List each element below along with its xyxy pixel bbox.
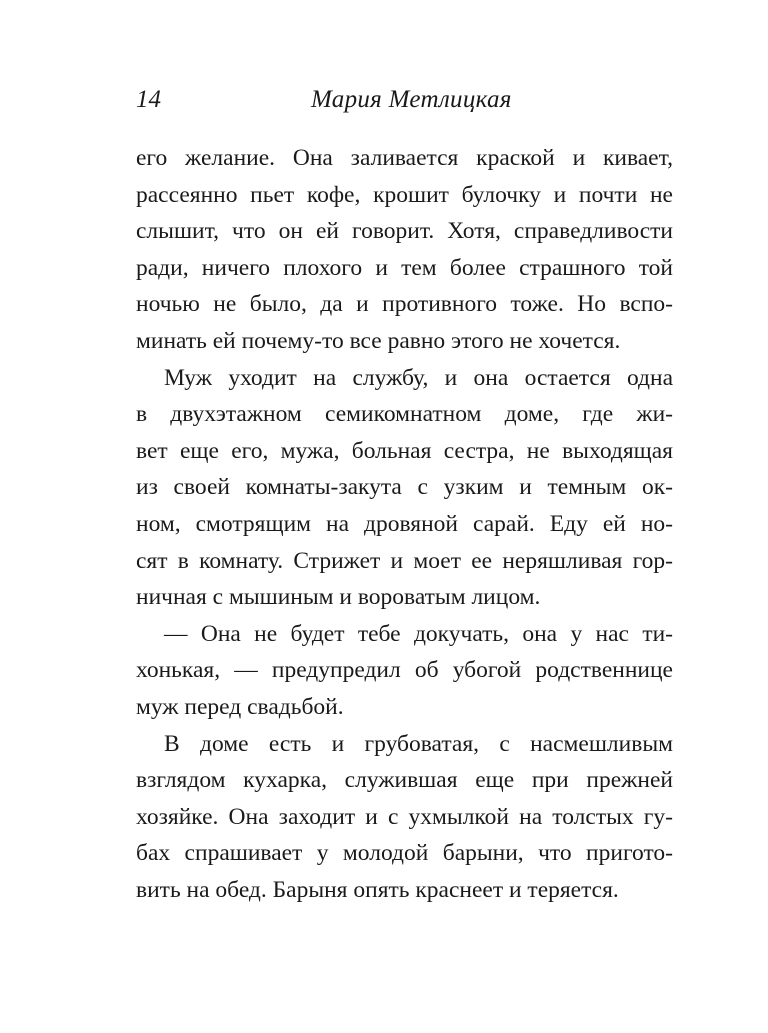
text-line: его желание. Она заливается краской и кивает, <box>136 145 673 171</box>
text-line: в двухэтажном семикомнатном доме, где жи- <box>136 401 673 428</box>
running-header <box>136 80 673 120</box>
text-line: ном, смотрящим на дровяной сарай. Еду ей но- <box>136 510 673 537</box>
text-line: хонькая, — предупредил об убогой родственнице <box>136 657 673 684</box>
text-line: рассеянно пьет кофе, крошит булочку и почти не <box>136 181 673 208</box>
text-line: Муж уходит на службу, и она остается одна <box>164 364 673 391</box>
running-title: Мария Метлицкая <box>311 86 512 113</box>
text-line: хозяйке. Она заходит и с ухмылкой на толстых гу- <box>136 803 673 830</box>
text-line: минать ей почему-то все равно этого не хочется. <box>136 327 621 354</box>
text-line: сят в комнату. Стрижет и моет ее неряшливая гор- <box>136 547 673 574</box>
text-line: из своей комнаты-закута с узким и темным ок- <box>136 474 673 501</box>
text-line: ночью не было, да и противного тоже. Но вспо- <box>136 291 673 318</box>
text-line: вет еще его, мужа, больная сестра, не выходящая <box>136 437 673 464</box>
text-line: — Она не будет тебе докучать, она у нас ти- <box>164 620 673 647</box>
text-line: ради, ничего плохого и тем более страшного той <box>136 254 673 281</box>
text-line: муж перед свадьбой. <box>136 693 344 720</box>
paragraph-4 <box>136 726 673 909</box>
text-line: вить на обед. Барыня опять краснеет и теряется. <box>136 876 619 903</box>
body-text <box>136 140 673 908</box>
page-number: 14 <box>136 86 161 113</box>
text-line: бах спрашивает у молодой барыни, что пригото- <box>136 840 673 867</box>
text-line: В доме есть и грубоватая, с насмешливым <box>164 730 673 757</box>
paragraph-2 <box>136 360 673 616</box>
text-line: слышит, что он ей говорит. Хотя, справедливости <box>136 218 673 245</box>
paragraph-1 <box>136 140 673 360</box>
paragraph-3-dialogue <box>136 616 673 726</box>
text-line: ничная с мышиным и вороватым лицом. <box>136 584 541 611</box>
text-line: взглядом кухарка, служившая еще при прежней <box>136 767 673 794</box>
